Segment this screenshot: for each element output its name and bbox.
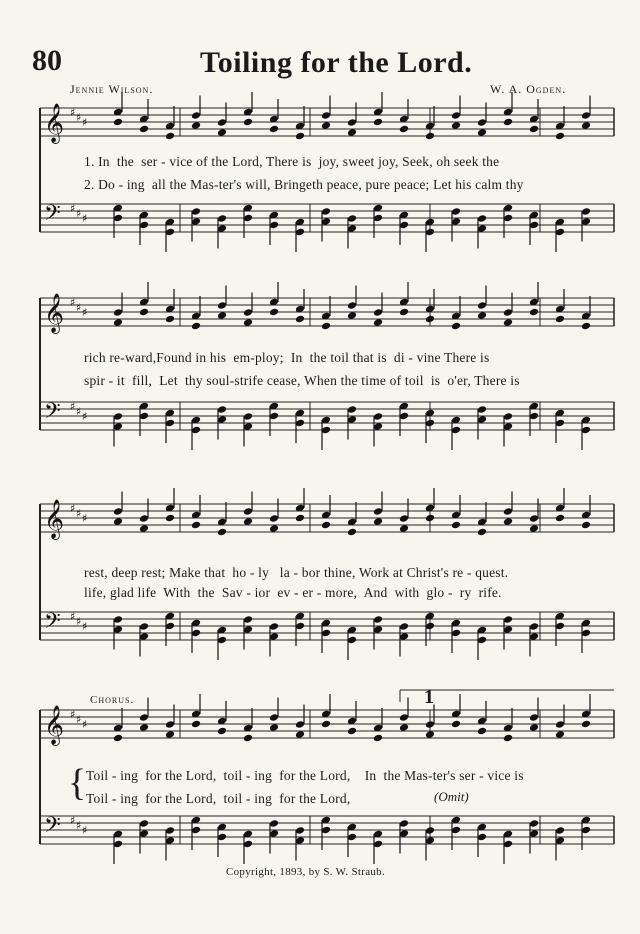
note-head [503, 118, 513, 127]
note-head [477, 727, 487, 736]
composer-credit: W. A. Ogden. [490, 82, 567, 96]
note-head [451, 322, 461, 331]
lyric-line-system2-verse2: spir - it fill, Let thy soul-strife cease, When the time of toil is o'er, There is [84, 373, 520, 388]
hymn-number: 80 [32, 44, 62, 77]
lyric-line-system3-verse1: rest, deep rest; Make that ho - ly la - bor thine, Work at Christ's re - quest. [84, 565, 509, 580]
sharp-icon: ♯ [70, 202, 76, 215]
note-head [321, 521, 331, 530]
note-head [165, 132, 175, 141]
first-ending-number: 1 [424, 686, 434, 708]
note-head [373, 734, 383, 743]
note-head [399, 308, 409, 317]
note-head [399, 125, 409, 134]
note-head [165, 514, 175, 523]
chorus-brace: { [68, 762, 87, 804]
note-head [139, 125, 149, 134]
lyric-line-chorus-1: Toil - ing for the Lord, toil - ing for the Lord, In the Mas-ter's ser - vice is [86, 768, 524, 783]
sharp-icon: ♯ [82, 410, 88, 423]
note-head [581, 521, 591, 530]
sharp-icon: ♯ [82, 824, 88, 837]
sharp-icon: ♯ [70, 400, 76, 413]
lyric-line-system2-verse1: rich re-ward,Found in his em-ploy; In the toil that is di - vine There is [84, 350, 490, 365]
note-head [425, 132, 435, 141]
sharp-icon: ♯ [70, 296, 76, 309]
sharp-icon: ♯ [82, 212, 88, 225]
sharp-icon: ♯ [76, 301, 82, 314]
bass-clef-icon: 𝄢 [44, 201, 61, 231]
treble-clef-icon: 𝄞 [44, 293, 65, 333]
note-head [425, 514, 435, 523]
bass-clef-icon: 𝄢 [44, 609, 61, 639]
lyric-line-chorus-2: Toil - ing for the Lord, toil - ing for the Lord, [86, 791, 351, 806]
lyric-line-system1-verse2: 2. Do - ing all the Mas-ter's will, Bringeth peace, pure peace; Let his calm thy [84, 177, 524, 192]
sharp-icon: ♯ [76, 615, 82, 628]
note-head [321, 322, 331, 331]
sharp-icon: ♯ [82, 620, 88, 633]
omit-note: (Omit) [434, 789, 469, 804]
note-head [113, 118, 123, 127]
sharp-icon: ♯ [76, 819, 82, 832]
sharp-icon: ♯ [82, 718, 88, 731]
note-head [425, 315, 435, 324]
note-head [555, 315, 565, 324]
note-head [373, 118, 383, 127]
sharp-icon: ♯ [76, 111, 82, 124]
note-head [295, 132, 305, 141]
lyric-line-system3-verse2: life, glad life With the Sav - ior ev - er - more, And with glo - ry rife. [84, 585, 502, 600]
bass-clef-icon: 𝄢 [44, 399, 61, 429]
note-head [529, 308, 539, 317]
sharp-icon: ♯ [70, 610, 76, 623]
note-head [321, 720, 331, 729]
sharp-icon: ♯ [82, 116, 88, 129]
note-head [477, 528, 487, 537]
note-head [581, 322, 591, 331]
note-head [191, 322, 201, 331]
sharp-icon: ♯ [82, 306, 88, 319]
note-head [555, 132, 565, 141]
treble-clef-icon: 𝄞 [44, 103, 65, 143]
note-head [139, 308, 149, 317]
note-head [503, 734, 513, 743]
note-head [451, 720, 461, 729]
treble-clef-icon: 𝄞 [44, 705, 65, 745]
note-head [243, 118, 253, 127]
note-head [347, 528, 357, 537]
sharp-icon: ♯ [70, 502, 76, 515]
sharp-icon: ♯ [76, 713, 82, 726]
note-head [269, 308, 279, 317]
sharp-icon: ♯ [76, 405, 82, 418]
note-head [451, 521, 461, 530]
note-head [581, 720, 591, 729]
sharp-icon: ♯ [76, 507, 82, 520]
note-head [165, 315, 175, 324]
sharp-icon: ♯ [70, 106, 76, 119]
note-head [269, 125, 279, 134]
sharp-icon: ♯ [70, 814, 76, 827]
note-head [243, 734, 253, 743]
note-head [347, 727, 357, 736]
notes [44, 92, 591, 864]
chorus-label: Chorus. [90, 694, 135, 706]
treble-clef-icon: 𝄞 [44, 499, 65, 539]
hymn-title: Toiling for the Lord. [200, 46, 473, 79]
bass-clef-icon: 𝄢 [44, 813, 61, 843]
note-head [191, 720, 201, 729]
note-head [295, 514, 305, 523]
copyright-line: Copyright, 1893, by S. W. Straub. [226, 866, 386, 878]
note-head [529, 125, 539, 134]
sharp-icon: ♯ [70, 708, 76, 721]
sharp-icon: ♯ [76, 207, 82, 220]
lyricist-credit: Jennie Wilson. [70, 82, 154, 96]
note-head [555, 514, 565, 523]
note-head [191, 521, 201, 530]
note-head [217, 727, 227, 736]
note-head [113, 734, 123, 743]
lyric-line-system1-verse1: 1. In the ser - vice of the Lord, There is joy, sweet joy, Seek, oh seek the [84, 154, 500, 169]
note-head [217, 528, 227, 537]
sharp-icon: ♯ [82, 512, 88, 525]
note-head [295, 315, 305, 324]
